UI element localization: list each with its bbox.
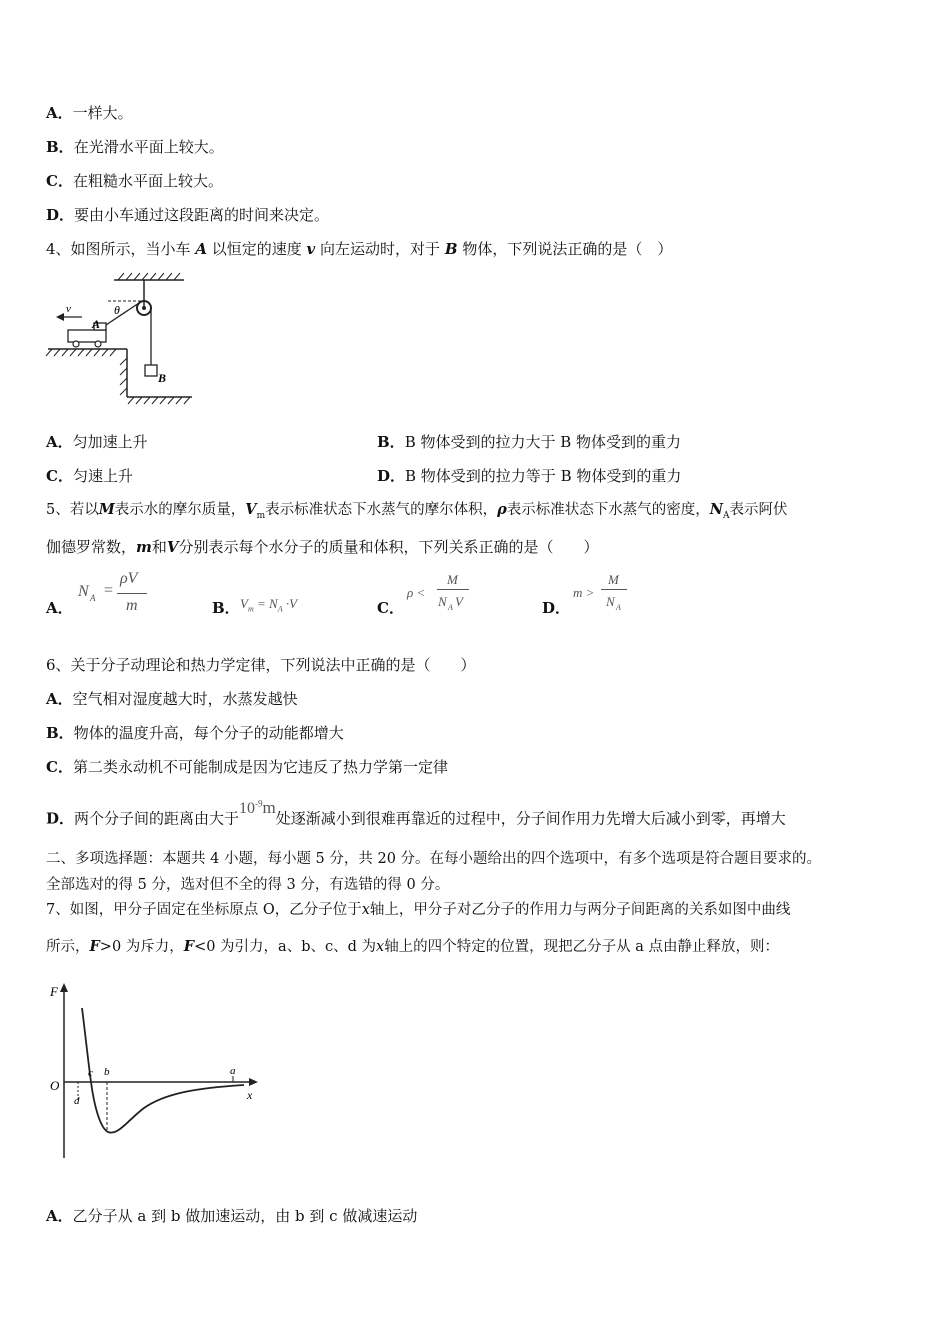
q4-option-a: A．匀加速上升 (46, 433, 148, 451)
q5-option-a-formula: N A = ρV m (78, 572, 158, 618)
svg-text:A: A (92, 317, 101, 331)
svg-text:d: d (74, 1095, 80, 1107)
q7-option-a: A．乙分子从 a 到 b 做加速运动，由 b 到 c 做减速运动 (46, 1207, 418, 1225)
q5-option-a-label: A． (46, 599, 73, 617)
section2-heading-line2: 全部选对的得 5 分，选对但不全的得 3 分，有选错的得 0 分。 (46, 877, 450, 893)
q4-stem: 4、如图所示，当小车 A 以恒定的速度 v 向左运动时，对于 B 物体，下列说法正确的是（ ） (46, 240, 673, 258)
q5-stem-line1: 5、若以M表示水的摩尔质量，$V_m$表示标准状态下水蒸气的摩尔体积，ρ表示标准状态下水蒸气的密度，$N_A$表示阿伏 (46, 501, 788, 521)
q5-option-b-formula: $V_m = N_A \cdot V$ (240, 596, 298, 614)
car-a (68, 330, 106, 342)
block-b (145, 365, 157, 376)
q5-option-d-formula: m > M N A (573, 572, 643, 618)
q5-stem-line2: 伽德罗常数，m和V分别表示每个水分子的质量和体积，下列关系正确的是（ ） (46, 538, 599, 556)
q7-force-curve-figure (44, 980, 264, 1165)
section2-heading-line1: 二、多项选择题：本题共 4 小题，每小题 5 分，共 20 分。在每小题给出的四个选项中，有多个选项是符合题目要求的。 (46, 851, 822, 867)
q6-option-d: D．两个分子间的距离由大于$10^{-9}m$处逐渐减小到很难再靠近的过程中，分子间作用力先增大后减小到零，再增大 (46, 798, 786, 828)
q6-option-a: A．空气相对湿度越大时，水蒸发越快 (46, 690, 298, 708)
q4-option-c: C．匀速上升 (46, 467, 133, 485)
q5-option-c-formula: ρ < M N A V (407, 572, 477, 618)
q5-option-b-label: B． (212, 599, 240, 617)
q6-option-c: C．第二类永动机不可能制成是因为它违反了热力学第一定律 (46, 758, 448, 776)
svg-text:θ: θ (114, 303, 120, 317)
svg-text:B: B (158, 371, 167, 385)
q7-stem-line1: 7、如图，甲分子固定在坐标原点 O，乙分子位于x轴上，甲分子对乙分子的作用力与两分子间距离的关系如图中曲线 (46, 902, 791, 918)
q5-option-d-label: D． (542, 599, 571, 617)
q4-option-d: D．B 物体受到的拉力等于 B 物体受到的重力 (377, 467, 682, 485)
q3-option-b: B．在光滑水平面上较大。 (46, 138, 224, 156)
q3-option-c: C．在粗糙水平面上较大。 (46, 172, 223, 190)
q5-option-c-label: C． (377, 599, 404, 617)
q6-option-d-exponent: $10^{-9}m$ (239, 798, 276, 818)
svg-text:v: v (66, 303, 71, 315)
q7-stem-line2: 所示，F>0 为斥力，F<0 为引力，a、b、c、d 为x轴上的四个特定的位置，现把乙分子从 a 点由静止释放，则： (46, 938, 780, 955)
q3-option-a: A．一样大。 (46, 104, 133, 122)
svg-text:b: b (104, 1066, 110, 1078)
svg-text:F: F (50, 984, 58, 999)
q4-option-b: B．B 物体受到的拉力大于 B 物体受到的重力 (377, 433, 682, 451)
q3-option-d: D．要由小车通过这段距离的时间来决定。 (46, 206, 330, 224)
q6-option-b: B．物体的温度升高，每个分子的动能都增大 (46, 724, 344, 742)
q6-stem: 6、关于分子动理论和热力学定律，下列说法中正确的是（ ） (46, 656, 476, 674)
svg-text:O: O (50, 1078, 60, 1093)
svg-text:c: c (88, 1067, 93, 1079)
svg-text:x: x (247, 1088, 253, 1102)
svg-text:a: a (230, 1065, 236, 1077)
q4-pulley-figure (44, 272, 196, 408)
